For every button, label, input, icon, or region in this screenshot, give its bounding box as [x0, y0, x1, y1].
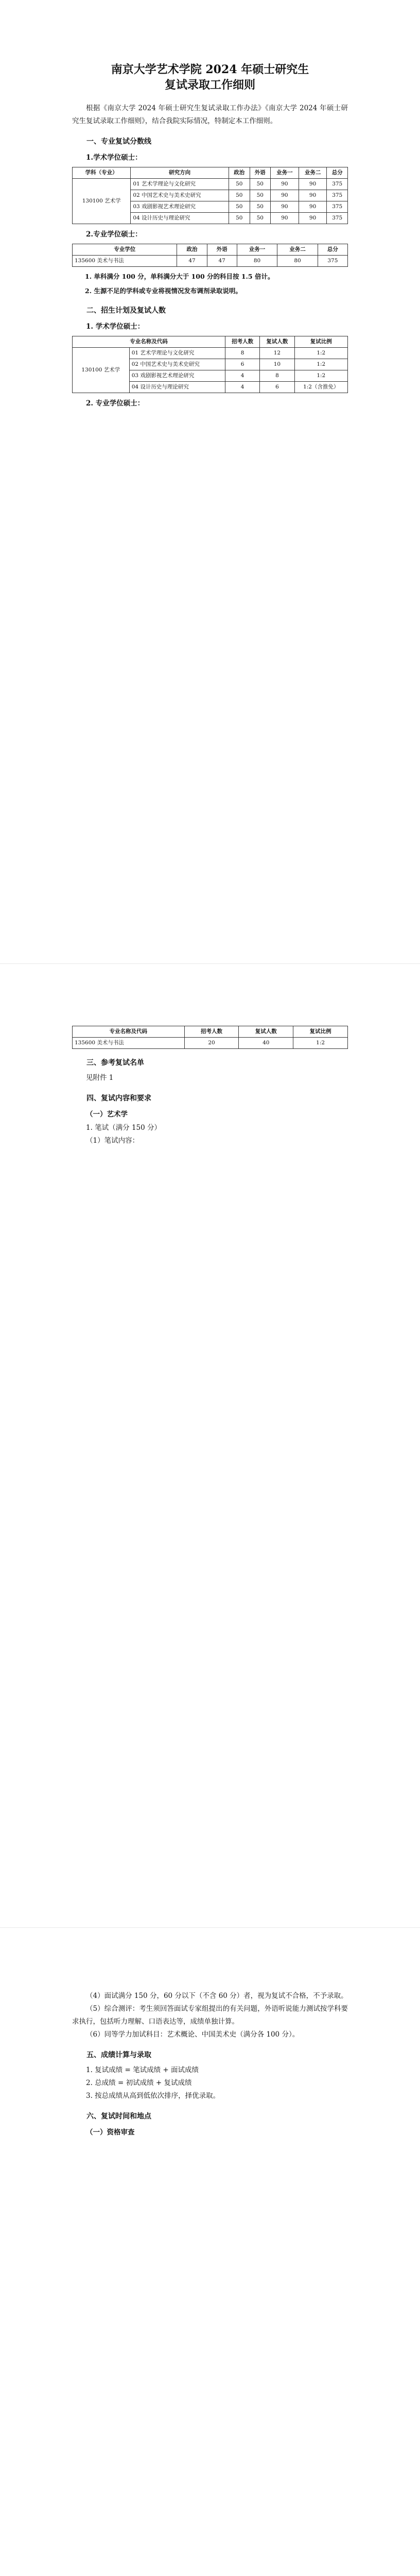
table-cell: 47 [207, 256, 237, 267]
table-cell: 375 [327, 179, 348, 190]
subsection-plan-professional: 2. 专业学位硕士： [86, 399, 145, 408]
table-header: 复试比例 [294, 336, 347, 348]
table-header: 总分 [318, 244, 347, 256]
written-exam-title: 1. 笔试（满分 150 分） [86, 1124, 162, 1132]
plan-table-academic [72, 336, 348, 393]
table-cell: 130100 艺术学 [73, 179, 131, 224]
document-page-3 [0, 1928, 420, 2576]
table-cell: 8 [260, 370, 294, 382]
table-row [73, 256, 348, 267]
table-row [73, 1038, 348, 1049]
table-header: 复试人数 [260, 336, 294, 348]
table-cell: 1:2（含推免） [294, 382, 347, 393]
title-line-1: 南京大学艺术学院 2024 年硕士研究生 [111, 63, 309, 76]
table-header: 专业名称及代码 [73, 1026, 185, 1038]
document-page-1 [0, 0, 420, 964]
table-header: 业务一 [271, 167, 299, 179]
table-header: 招考人数 [184, 1026, 239, 1038]
table-header: 业务一 [237, 244, 277, 256]
table-header: 外语 [207, 244, 237, 256]
table-cell: 03 戏剧影视艺术理论研究 [129, 370, 225, 382]
table-cell: 90 [271, 213, 299, 224]
table-row [73, 348, 348, 359]
intro-paragraph: 根据《南京大学 2024 年硕士研究生复试录取工作办法》《南京大学 2024 年硕士研究生复试录取工作细则》，结合我院实际情况，特制定本工作细则。 [72, 104, 348, 125]
table-header: 复试比例 [293, 1026, 348, 1038]
table-cell: 50 [229, 201, 250, 213]
table-header: 业务二 [299, 167, 327, 179]
table-cell: 1:2 [294, 370, 347, 382]
table-cell: 50 [250, 190, 271, 201]
table-cell: 50 [229, 179, 250, 190]
table-header: 招考人数 [225, 336, 259, 348]
table-cell: 01 艺术学理论与文化研究 [129, 348, 225, 359]
subsection-art: （一）艺术学 [86, 1110, 128, 1118]
note-2: 2. 生源不足的学科或专业将视情况发布调剂录取说明。 [85, 287, 242, 295]
title-line-2: 复试录取工作细则 [164, 78, 255, 92]
section-heading-4: 四、复试内容和要求 [86, 1094, 151, 1103]
written-exam-content: （1）笔试内容： [86, 1137, 139, 1145]
comprehensive-text: （5）综合测评：考生须回答面试专家组提出的有关问题，外语听说能力测试按学科要求执行，包括听力理解、口语表达等，成绩单独计算。 [72, 2005, 348, 2026]
score-rule-2: 2. 总成绩 = 初试成绩 + 复试成绩 [86, 2079, 192, 2087]
table-cell: 80 [237, 256, 277, 267]
table-cell: 90 [299, 179, 327, 190]
table-cell: 90 [271, 201, 299, 213]
table-cell: 10 [260, 359, 294, 370]
table-header: 研究方向 [131, 167, 229, 179]
table-cell: 1:2 [294, 348, 347, 359]
document-title [72, 62, 348, 93]
table-cell: 6 [225, 359, 259, 370]
table-cell: 40 [239, 1038, 293, 1049]
table-cell: 02 中国艺术史与美术史研究 [131, 190, 229, 201]
table-header: 总分 [327, 167, 348, 179]
table-cell: 375 [318, 256, 347, 267]
table-cell: 90 [271, 179, 299, 190]
table-cell: 03 戏剧影视艺术理论研究 [131, 201, 229, 213]
section-heading-2: 二、招生计划及复试人数 [86, 307, 166, 315]
table-header: 业务二 [277, 244, 318, 256]
section-heading-5: 五、成绩计算与录取 [86, 2051, 151, 2059]
academic-score-table [72, 167, 348, 224]
note-1: 1. 单科满分 100 分，单科满分大于 100 分的科目按 1.5 倍计。 [85, 273, 274, 280]
table-cell: 375 [327, 213, 348, 224]
table-cell: 20 [184, 1038, 239, 1049]
table-cell: 1:2 [293, 1038, 348, 1049]
subsection-qualification: （一）资格审查 [86, 2128, 135, 2137]
table-cell: 90 [299, 201, 327, 213]
table-cell: 01 艺术学理论与文化研究 [131, 179, 229, 190]
table-cell: 90 [271, 190, 299, 201]
table-cell: 50 [250, 201, 271, 213]
table-cell: 135600 美术与书法 [73, 1038, 185, 1049]
table-header: 外语 [250, 167, 271, 179]
table-cell: 6 [260, 382, 294, 393]
table-cell: 04 设计历史与理论研究 [129, 382, 225, 393]
table-cell: 130100 艺术学 [73, 348, 130, 393]
table-cell: 135600 美术与书法 [73, 256, 177, 267]
table-cell: 90 [299, 190, 327, 201]
section-3-text: 见附件 1 [86, 1074, 114, 1082]
table-cell: 50 [250, 213, 271, 224]
table-cell: 4 [225, 382, 259, 393]
table-cell: 02 中国艺术史与美术史研究 [129, 359, 225, 370]
subsection-academic: 1.学术学位硕士： [86, 154, 142, 162]
table-cell: 12 [260, 348, 294, 359]
table-cell: 1:2 [294, 359, 347, 370]
table-row [73, 179, 348, 190]
table-header: 学科（专业） [73, 167, 131, 179]
table-header: 专业名称及代码 [73, 336, 225, 348]
table-cell: 50 [229, 190, 250, 201]
table-header: 专业学位 [73, 244, 177, 256]
table-cell: 80 [277, 256, 318, 267]
score-rule-1: 1. 复试成绩 = 笔试成绩 + 面试成绩 [86, 2066, 199, 2074]
table-cell: 375 [327, 190, 348, 201]
subsection-professional: 2.专业学位硕士： [86, 230, 142, 239]
table-header: 政治 [229, 167, 250, 179]
table-cell: 50 [250, 179, 271, 190]
table-header: 复试人数 [239, 1026, 293, 1038]
score-rule-3: 3. 按总成绩从高到低依次排序，择优录取。 [86, 2092, 220, 2100]
table-header: 政治 [177, 244, 207, 256]
table-cell: 50 [229, 213, 250, 224]
professional-score-table [72, 244, 348, 267]
plan-table-professional [72, 1026, 348, 1049]
extra-exam-text: （6）同等学力加试科目：艺术概论、中国美术史（满分各 100 分）。 [86, 2030, 300, 2039]
table-cell: 4 [225, 370, 259, 382]
table-cell: 04 设计历史与理论研究 [131, 213, 229, 224]
section-heading-6: 六、复试时间和地点 [86, 2112, 151, 2121]
section-heading-3: 三、参考复试名单 [86, 1059, 144, 1067]
table-cell: 47 [177, 256, 207, 267]
section-heading-1: 一、专业复试分数线 [86, 138, 151, 146]
table-cell: 8 [225, 348, 259, 359]
interview-score-text: （4）面试满分 150 分，60 分以下（不含 60 分）者，视为复试不合格，不予录取。 [86, 1992, 348, 2000]
document-page-2 [0, 964, 420, 1928]
table-cell: 90 [299, 213, 327, 224]
subsection-plan-academic: 1. 学术学位硕士： [86, 323, 145, 331]
table-cell: 375 [327, 201, 348, 213]
